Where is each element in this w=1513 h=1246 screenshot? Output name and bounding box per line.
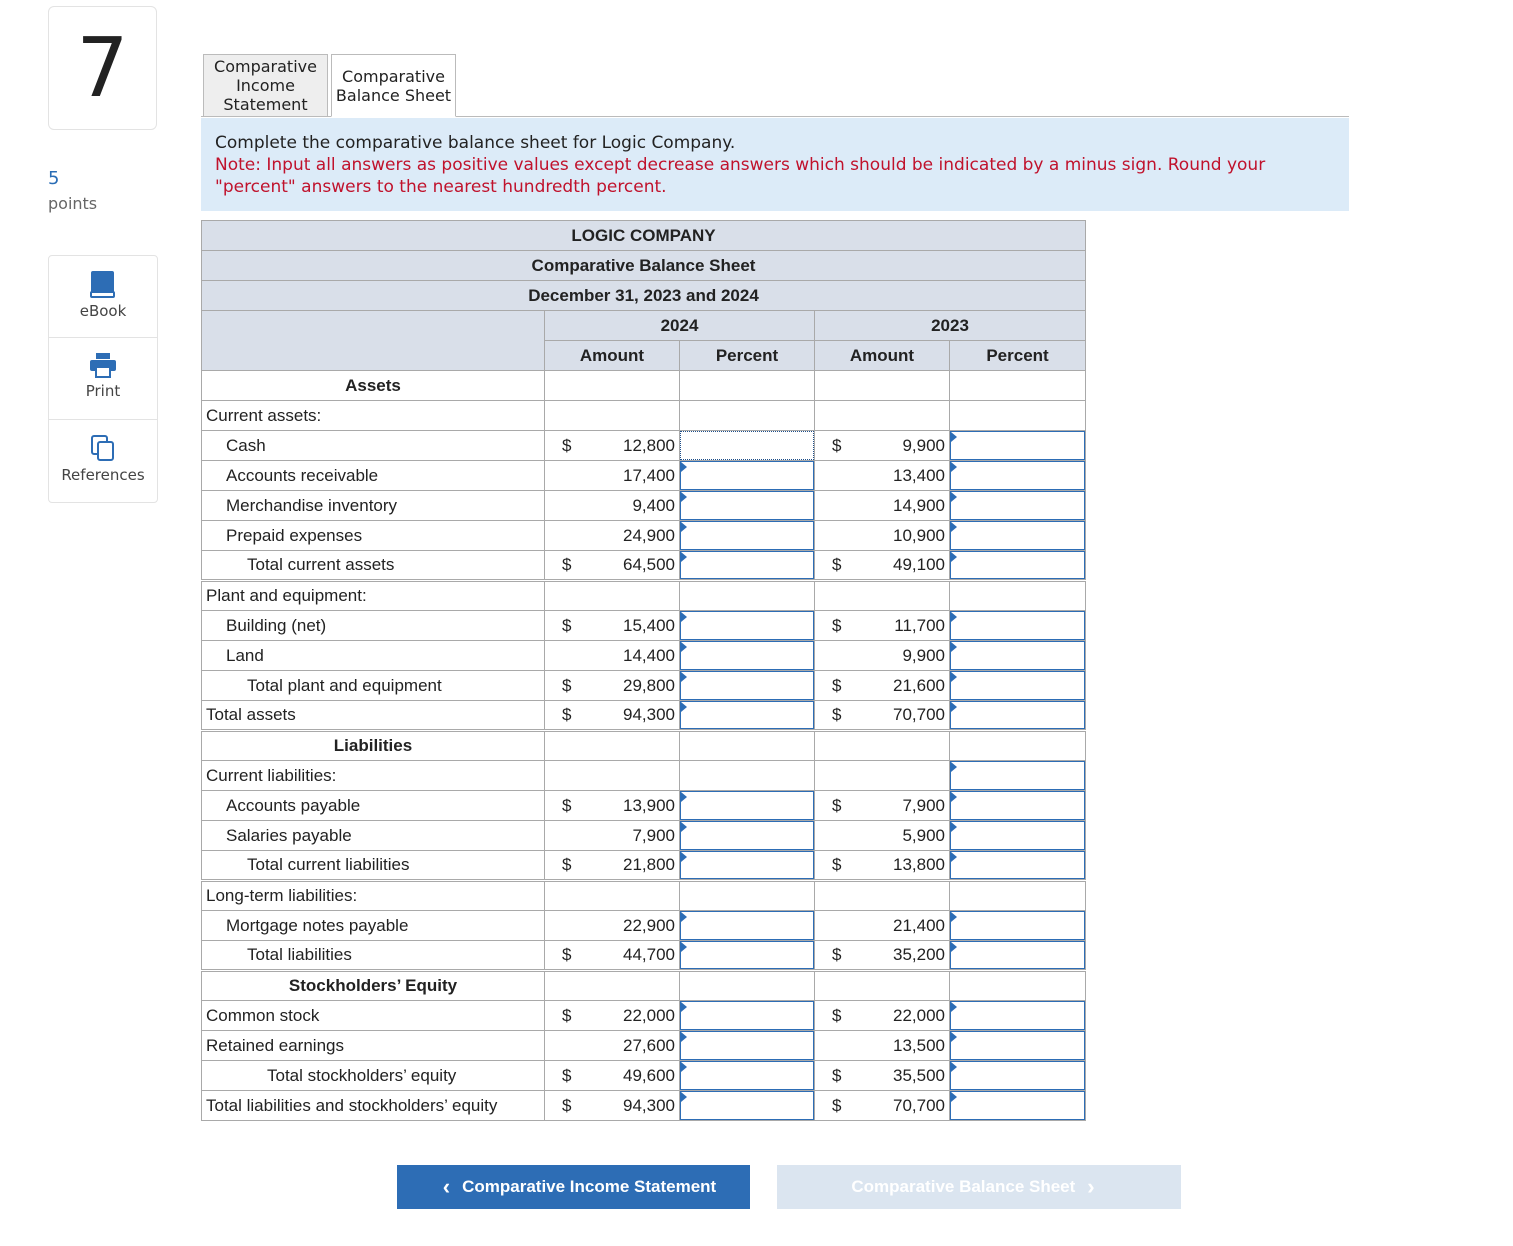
table-row: [202, 1001, 1086, 1031]
table-row: [202, 371, 1086, 401]
percent-2023-input[interactable]: [950, 1091, 1085, 1120]
liabilities-heading: Liabilities: [202, 731, 545, 761]
percent-2023-header: Percent: [950, 341, 1086, 371]
row-label: Total stockholders’ equity: [202, 1061, 545, 1091]
dollar-sign: $: [562, 555, 572, 574]
dollar-sign: $: [832, 795, 842, 815]
table-row: [202, 1091, 1086, 1121]
amount-2024: 22,900: [623, 915, 675, 935]
dollar-sign: $: [562, 1065, 572, 1085]
table-row: [202, 461, 1086, 491]
prev-comparative-income-statement-button[interactable]: [397, 1165, 750, 1209]
dollar-sign: $: [832, 435, 842, 455]
chevron-left-icon: ‹: [442, 1174, 451, 1199]
amount-2024-header: Amount: [545, 341, 680, 371]
percent-2023-input[interactable]: [950, 1061, 1085, 1090]
table-row: [202, 971, 1086, 1001]
percent-2024-header: Percent: [680, 341, 815, 371]
row-label: Total plant and equipment: [202, 671, 545, 701]
amount-2024: 12,800: [623, 435, 675, 455]
amount-2023: 11,700: [894, 615, 945, 635]
table-row: [202, 1031, 1086, 1061]
amount-2023: 5,900: [902, 825, 945, 845]
percent-2023-input[interactable]: [950, 521, 1085, 550]
amount-2024: 14,400: [623, 645, 675, 665]
dollar-sign: $: [562, 1095, 572, 1115]
row-label: Accounts payable: [202, 791, 545, 821]
amount-2024: 22,000: [623, 1005, 675, 1025]
dollar-sign: $: [832, 855, 842, 874]
current-liabilities-label: Current liabilities:: [202, 761, 545, 791]
amount-2023: 70,700: [893, 1095, 945, 1115]
amount-2023-header: Amount: [815, 341, 950, 371]
row-label: Total current assets: [202, 551, 545, 581]
copy-icon: [90, 434, 116, 462]
percent-2023-input[interactable]: [950, 701, 1085, 729]
year-2023-header: 2023: [815, 311, 1086, 341]
dollar-sign: $: [832, 1065, 842, 1085]
question-number: 7: [48, 6, 157, 130]
row-label: Land: [202, 641, 545, 671]
amount-2024: 17,400: [623, 465, 675, 485]
table-row: [202, 431, 1086, 461]
dollar-sign: $: [832, 945, 842, 964]
prev-button-label: Comparative Income Statement: [462, 1177, 717, 1196]
percent-2023-input[interactable]: [950, 431, 1085, 460]
amount-2024: 27,600: [623, 1035, 675, 1055]
dollar-sign: $: [832, 705, 842, 724]
plant-equipment-label: Plant and equipment:: [202, 581, 545, 611]
percent-2024-input[interactable]: [680, 1061, 814, 1090]
instructions-box: [201, 118, 1349, 211]
equity-heading: Stockholders’ Equity: [202, 971, 545, 1001]
row-label: Prepaid expenses: [202, 521, 545, 551]
amount-2023: 9,900: [902, 435, 945, 455]
amount-2023: 70,700: [893, 705, 945, 724]
table-row: [202, 851, 1086, 881]
print-button[interactable]: [49, 338, 157, 420]
row-label: Merchandise inventory: [202, 491, 545, 521]
percent-2023-input[interactable]: [950, 761, 1085, 790]
assets-heading: Assets: [202, 371, 545, 401]
dollar-sign: $: [562, 1005, 572, 1025]
row-label: Salaries payable: [202, 821, 545, 851]
table-row: [202, 941, 1086, 971]
percent-2024-input[interactable]: [680, 1001, 814, 1030]
percent-2024-input[interactable]: [680, 551, 814, 579]
percent-2023-input[interactable]: [950, 641, 1085, 670]
amount-2023: 21,400: [893, 915, 945, 935]
row-label: Accounts receivable: [202, 461, 545, 491]
points-value: 5: [48, 168, 60, 189]
long-term-liabilities-label: Long-term liabilities:: [202, 881, 545, 911]
row-label: Mortgage notes payable: [202, 911, 545, 941]
percent-2024-input[interactable]: [680, 491, 814, 520]
amount-2023: 22,000: [893, 1005, 945, 1025]
percent-2024-input[interactable]: [680, 521, 814, 550]
percent-2024-input[interactable]: [680, 911, 814, 940]
tab-label: Comparative Balance Sheet: [335, 66, 452, 105]
amount-2023: 14,900: [893, 495, 945, 515]
chevron-right-icon: ›: [1087, 1174, 1095, 1199]
dollar-sign: $: [562, 675, 572, 695]
table-row: [202, 521, 1086, 551]
table-row: [202, 761, 1086, 791]
tab-label: Comparative Income Statement: [214, 57, 317, 114]
amount-2023: 35,200: [893, 945, 945, 964]
amount-2024: 13,900: [623, 795, 675, 815]
next-button-label: Comparative Balance Sheet: [851, 1177, 1076, 1196]
tab-comparative-balance-sheet[interactable]: [331, 54, 456, 117]
amount-2024: 9,400: [632, 495, 675, 515]
row-label: Total liabilities: [202, 941, 545, 971]
percent-2024-input[interactable]: [680, 641, 814, 670]
table-row: [202, 731, 1086, 761]
current-assets-label: Current assets:: [202, 401, 545, 431]
dollar-sign: $: [562, 795, 572, 815]
percent-2024-input[interactable]: [680, 461, 814, 490]
percent-2023-input[interactable]: [950, 941, 1085, 969]
amount-2024: 44,700: [623, 945, 675, 964]
references-button[interactable]: [49, 420, 157, 502]
percent-2023-input[interactable]: [950, 461, 1085, 490]
company-name: LOGIC COMPANY: [202, 221, 1086, 251]
dollar-sign: $: [562, 435, 572, 455]
dollar-sign: $: [832, 675, 842, 695]
row-label: Total assets: [202, 701, 545, 731]
table-row: [202, 581, 1086, 611]
amount-2023: 13,400: [893, 465, 945, 485]
row-label: Total liabilities and stockholders’ equity: [202, 1091, 545, 1121]
amount-2023: 21,600: [893, 675, 945, 695]
percent-2024-input[interactable]: [680, 431, 814, 460]
dollar-sign: $: [562, 855, 572, 874]
amount-2024: 94,300: [623, 705, 675, 724]
table-row: [202, 821, 1086, 851]
references-label: References: [61, 466, 145, 484]
table-row: [202, 491, 1086, 521]
percent-2023-input[interactable]: [950, 551, 1085, 579]
instructions-text: Complete the comparative balance sheet for Logic Company.: [215, 133, 736, 153]
balance-sheet-table: [201, 220, 1086, 1121]
print-label: Print: [85, 382, 121, 400]
amount-2024: 49,600: [623, 1065, 675, 1085]
next-comparative-balance-sheet-button[interactable]: [777, 1165, 1181, 1209]
amount-2023: 13,500: [893, 1035, 945, 1055]
dollar-sign: $: [832, 555, 842, 574]
percent-2024-input[interactable]: [680, 701, 814, 729]
percent-2024-input[interactable]: [680, 1091, 814, 1120]
percent-2023-input[interactable]: [950, 611, 1085, 640]
header-blank: [202, 311, 545, 371]
percent-2023-input[interactable]: [950, 911, 1085, 940]
percent-2023-input[interactable]: [950, 671, 1085, 700]
percent-2024-input[interactable]: [680, 851, 814, 879]
percent-2023-input[interactable]: [950, 1031, 1085, 1060]
points-label: points: [48, 194, 98, 213]
amount-2023: 49,100: [893, 555, 945, 574]
row-label: Cash: [202, 431, 545, 461]
table-row: [202, 671, 1086, 701]
year-2024-header: 2024: [545, 311, 815, 341]
percent-2023-input[interactable]: [950, 851, 1085, 879]
dollar-sign: $: [832, 1005, 842, 1025]
percent-2024-input[interactable]: [680, 611, 814, 640]
row-label: Total current liabilities: [202, 851, 545, 881]
printer-icon: [89, 352, 117, 378]
ebook-button[interactable]: [49, 256, 157, 338]
amount-2024: 21,800: [623, 855, 675, 874]
percent-2023-input[interactable]: [950, 1001, 1085, 1030]
table-row: [202, 641, 1086, 671]
table-row: [202, 701, 1086, 731]
percent-2023-input[interactable]: [950, 491, 1085, 520]
ebook-label: eBook: [79, 302, 127, 320]
table-row: [202, 551, 1086, 581]
instructions-note: Note: Input all answers as positive values except decrease answers which should be indicated by a minus sign. Round your "percent" answers to the nearest hundredth percent.: [215, 155, 1266, 197]
row-label: Building (net): [202, 611, 545, 641]
percent-2023-input[interactable]: [950, 821, 1085, 850]
sheet-date: December 31, 2023 and 2024: [202, 281, 1086, 311]
tab-comparative-income-statement[interactable]: [203, 54, 328, 117]
table-row: [202, 1061, 1086, 1091]
amount-2023: 9,900: [902, 645, 945, 665]
sheet-title: Comparative Balance Sheet: [202, 251, 1086, 281]
amount-2023: 10,900: [893, 525, 945, 545]
percent-2024-input[interactable]: [680, 671, 814, 700]
amount-2024: 64,500: [623, 555, 675, 574]
dollar-sign: $: [832, 1095, 842, 1115]
dollar-sign: $: [832, 615, 842, 635]
amount-2024: 7,900: [632, 825, 675, 845]
percent-2023-input[interactable]: [950, 791, 1085, 820]
table-row: [202, 881, 1086, 911]
amount-2023: 13,800: [893, 855, 945, 874]
amount-2024: 29,800: [623, 675, 675, 695]
dollar-sign: $: [562, 705, 572, 724]
amount-2023: 7,900: [902, 795, 945, 815]
percent-2024-input[interactable]: [680, 1031, 814, 1060]
percent-2024-input[interactable]: [680, 941, 814, 969]
row-label: Common stock: [202, 1001, 545, 1031]
percent-2024-input[interactable]: [680, 821, 814, 850]
amount-2024: 15,400: [623, 615, 675, 635]
dollar-sign: $: [562, 945, 572, 964]
amount-2024: 94,300: [623, 1095, 675, 1115]
dollar-sign: $: [562, 615, 572, 635]
row-label: Retained earnings: [202, 1031, 545, 1061]
amount-2024: 24,900: [623, 525, 675, 545]
table-row: [202, 401, 1086, 431]
table-row: [202, 791, 1086, 821]
percent-2024-input[interactable]: [680, 791, 814, 820]
tools-panel: [48, 255, 158, 503]
amount-2023: 35,500: [893, 1065, 945, 1085]
table-row: [202, 911, 1086, 941]
book-icon: [90, 270, 116, 298]
table-row: [202, 611, 1086, 641]
